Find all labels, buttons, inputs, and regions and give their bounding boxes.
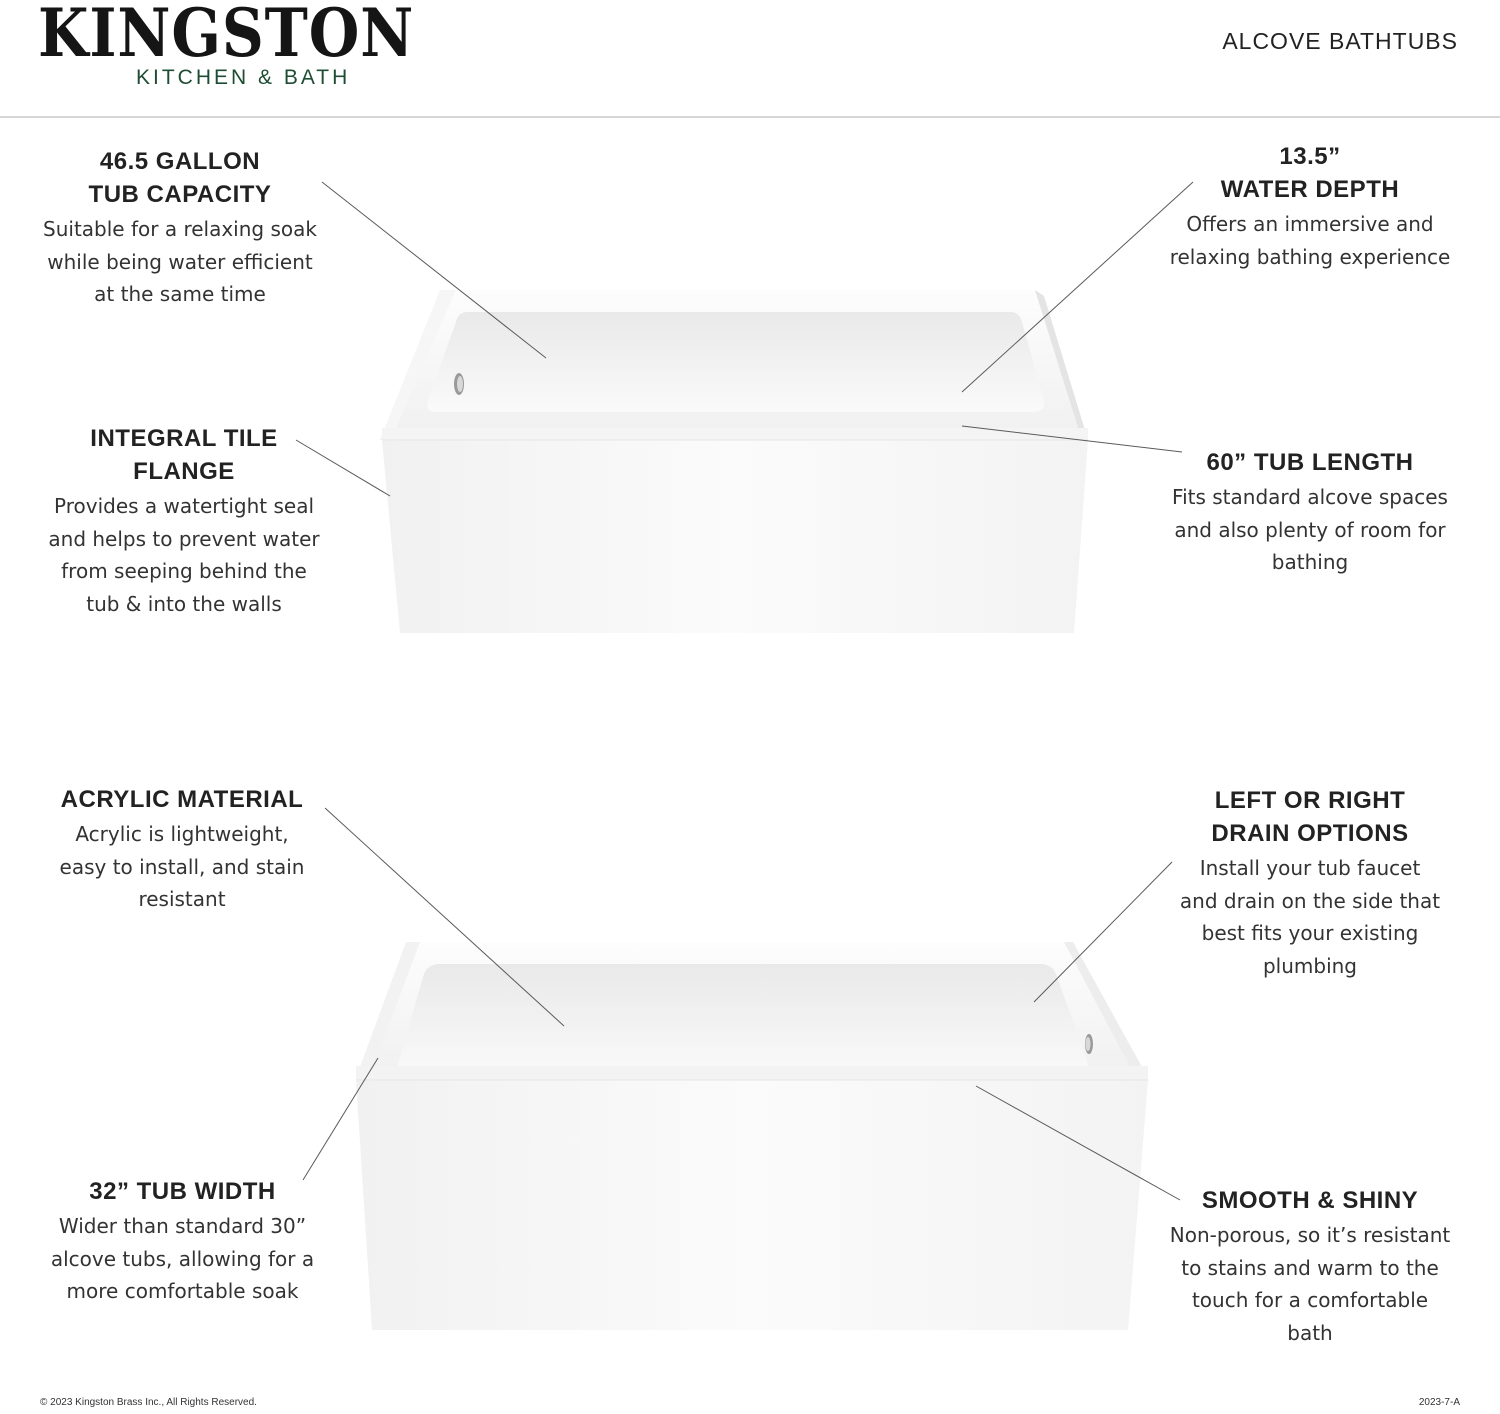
callout-description: Install your tub faucet and drain on the side that best fits your existing plumbing	[1179, 856, 1441, 978]
callout-description: Non-porous, so it’s resistant to stains and warm to the touch for a comfortable bath	[1169, 1223, 1451, 1345]
callout-smooth-shiny	[1150, 1184, 1470, 1349]
callout-title: 13.5” WATER DEPTH	[1220, 143, 1400, 203]
callout-description: Provides a watertight seal and helps to prevent water from seeping behind the tub & into the walls	[48, 494, 320, 616]
callout-tub-capacity	[30, 145, 330, 311]
bathtub-drain-right	[356, 942, 1148, 1330]
callout-description: Acrylic is lightweight, easy to install, and stain resistant	[59, 822, 305, 911]
brand-tagline: KITCHEN & BATH	[136, 66, 351, 89]
callout-title: 46.5 GALLON TUB CAPACITY	[88, 148, 272, 208]
callout-description: Suitable for a relaxing soak while being water efficient at the same time	[43, 217, 317, 306]
callout-acrylic-material	[32, 783, 332, 916]
callout-title: 32” TUB WIDTH	[89, 1178, 276, 1205]
copyright-text: © 2023 Kingston Brass Inc., All Rights Reserved.	[40, 1397, 257, 1408]
callout-title: 60” TUB LENGTH	[1206, 449, 1414, 476]
bathtub-drain-left	[380, 290, 1088, 633]
document-code: 2023-7-A	[1418, 1397, 1460, 1408]
callout-description: Offers an immersive and relaxing bathing experience	[1169, 212, 1451, 269]
callout-tub-length	[1150, 446, 1470, 579]
callout-title: INTEGRAL TILE FLANGE	[90, 425, 278, 485]
callout-description: Wider than standard 30” alcove tubs, allowing for a more comfortable soak	[50, 1214, 315, 1303]
callout-water-depth	[1150, 140, 1470, 273]
callout-title: SMOOTH & SHINY	[1201, 1187, 1419, 1214]
category-title: ALCOVE BATHTUBS	[1222, 28, 1458, 54]
callout-tub-width	[30, 1175, 335, 1308]
callout-title: ACRYLIC MATERIAL	[60, 786, 304, 813]
callout-drain-options	[1150, 784, 1470, 982]
brand-logo: KINGSTON	[38, 0, 415, 72]
callout-title: LEFT OR RIGHT DRAIN OPTIONS	[1211, 787, 1409, 847]
callout-tile-flange	[34, 422, 334, 620]
callout-description: Fits standard alcove spaces and also plenty of room for bathing	[1172, 485, 1448, 574]
